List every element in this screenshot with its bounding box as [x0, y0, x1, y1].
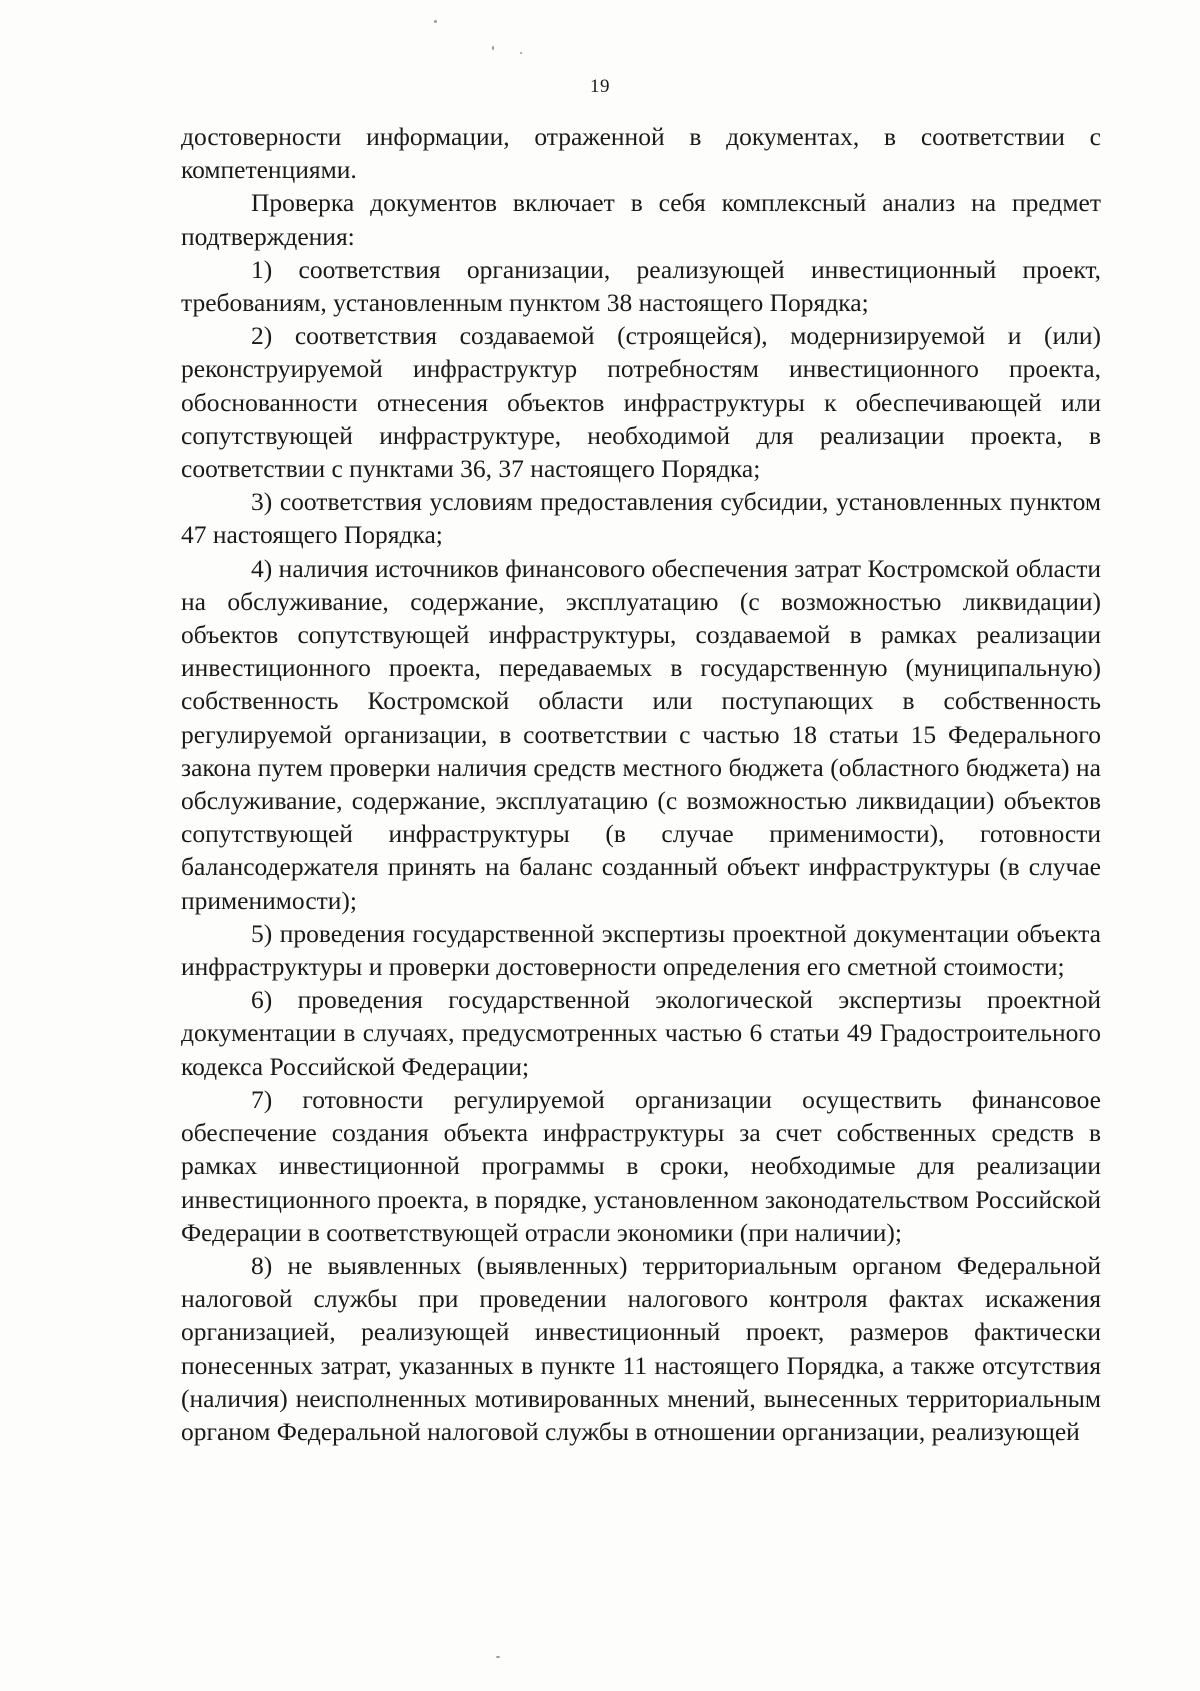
scan-speck — [434, 20, 437, 23]
scan-speck — [492, 46, 494, 50]
list-item-2: 2) соответствия создаваемой (строящейся), модернизируемой и (или) реконструируемой инфраструктур потребностям инвестиционного проекта, обоснованности отнесения объектов инфраструктуры к обеспечивающей или сопутствующей инфраструктуре, необходимой для реализации проекта, в соответствии с пунктами 36, 37 настоящего Порядка; — [181, 321, 1101, 484]
list-item-1: 1) соответствия организации, реализующей инвестиционный проект, требованиям, установленным пунктом 38 настоящего Порядка; — [181, 254, 1101, 318]
list-item-4: 4) наличия источников финансового обеспечения затрат Костромской области на обслуживание, содержание, эксплуатацию (с возможностью ликвидации) объектов сопутствующей инфраструктуры, создаваемой в рамках реализации инвестиционного проекта, передаваемых в государственную (муниципальную) собственность Костромской области или поступающих в собственность регулируемой организации, в соответствии с частью 18 статьи 15 Федерального закона путем проверки наличия средств местного бюджета (областного бюджета) на обслуживание, содержание, эксплуатацию (с возможностью ликвидации) объектов сопутствующей инфраструктуры (в случае применимости), готовности балансодержателя принять на баланс созданный объект инфраструктуры (в случае применимости); — [181, 553, 1101, 915]
scan-speck — [520, 52, 522, 54]
page-number: 19 — [590, 76, 610, 97]
document-body — [181, 120, 1101, 1448]
list-item-7: 7) готовности регулируемой организации осуществить финансовое обеспечение создания объекта инфраструктуры за счет собственных средств в рамках инвестиционной программы в сроки, необходимые для реализации инвестиционного проекта, в порядке, установленном законодательством Российской Федерации в соответствующей отрасли экономики (при наличии); — [181, 1084, 1101, 1247]
list-item-3: 3) соответствия условиям предоставления субсидии, установленных пунктом 47 настоящего Порядка; — [181, 487, 1101, 550]
list-item-5: 5) проведения государственной экспертизы проектной документации объекта инфраструктуры и проверки достоверности определения его сметной стоимости; — [181, 918, 1101, 982]
list-item-6: 6) проведения государственной экологической экспертизы проектной документации в случаях, предусмотренных частью 6 статьи 49 Градостроительного кодекса Российской Федерации; — [181, 985, 1101, 1081]
paragraph-intro: Проверка документов включает в себя комплексный анализ на предмет подтверждения: — [181, 188, 1101, 251]
paragraph-continuation: достоверности информации, отраженной в документах, в соответствии с компетенциями. — [181, 122, 1101, 185]
list-item-8: 8) не выявленных (выявленных) территориальным органом Федеральной налоговой службы при проведении налогового контроля фактах искажения организацией, реализующей инвестиционный проект, размеров фактически понесенных затрат, указанных в пункте 11 настоящего Порядка, а также отсутствия (наличия) неисполненных мотивированных мнений, вынесенных территориальным органом Федеральной налоговой службы в отношении организации, реализующей — [181, 1250, 1101, 1446]
scan-speck — [496, 1656, 500, 1658]
